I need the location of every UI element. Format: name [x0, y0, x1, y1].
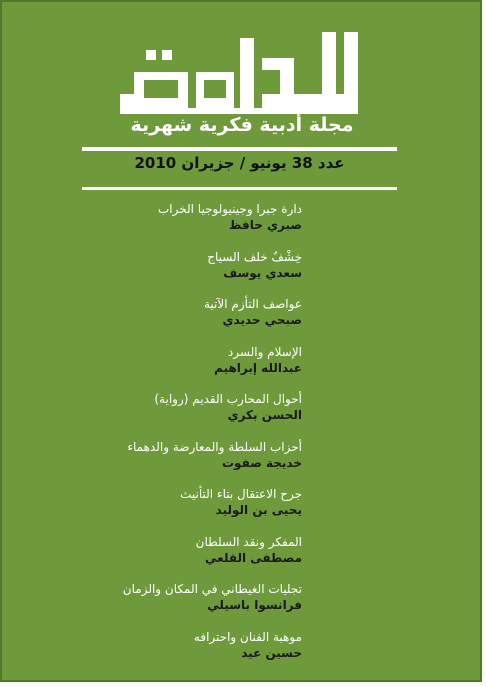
- toc-item[interactable]: [62, 581, 302, 629]
- article-author: مصطفى القلعي: [205, 550, 302, 565]
- bottom-rule: [82, 187, 397, 190]
- toc-item[interactable]: [62, 629, 302, 677]
- toc-item[interactable]: [62, 534, 302, 582]
- article-title: موهبة الفنان واحترافه: [193, 629, 302, 644]
- article-title: الإسلام والسرد: [227, 344, 302, 359]
- issue-line: عدد 38 يونيو / جزيران 2010: [134, 154, 345, 172]
- article-author: عبدالله إبراهيم: [214, 360, 302, 375]
- toc-item[interactable]: [62, 486, 302, 534]
- masthead-logo: [112, 24, 372, 124]
- article-author: فرانسوا باسيلي: [207, 598, 302, 612]
- article-author: خديجة صفوت: [221, 455, 302, 470]
- article-author: سعدي يوسف: [223, 265, 302, 280]
- article-author: صبحي حديدي: [222, 313, 302, 327]
- top-rule: [82, 147, 397, 151]
- article-author: حسين عيد: [241, 645, 302, 660]
- toc-item[interactable]: [62, 439, 302, 487]
- article-title: جرح الاعتقال بتاء التأنيث: [180, 487, 302, 501]
- article-title: أحزاب السلطة والمعارضة والدهماء: [127, 439, 302, 454]
- article-title: أحوال المحارب القديم (رواية): [154, 392, 302, 406]
- article-title: خِشْفٌ خلف السياج: [207, 249, 302, 264]
- toc-item[interactable]: [62, 201, 302, 249]
- article-title: عواصف التأزم الآتية: [204, 297, 302, 311]
- logo-mark: [112, 24, 372, 124]
- toc-item[interactable]: [62, 296, 302, 344]
- article-title: تجليات الغيطاني في المكان والزمان: [122, 582, 302, 596]
- article-author: الحسن بكري: [227, 408, 302, 422]
- article-title: دارة جبرا وجينيولوجيا الخراب: [157, 202, 302, 216]
- article-author: يحيى بن الوليد: [215, 503, 302, 517]
- toc-item[interactable]: [62, 344, 302, 392]
- article-title: المفكر ونقد السلطان: [195, 534, 302, 549]
- magazine-tagline: مجلة أدبية فكرية شهرية: [130, 114, 354, 136]
- table-of-contents: [62, 201, 302, 676]
- article-author: صبري حافظ: [229, 218, 302, 232]
- toc-item[interactable]: [62, 391, 302, 439]
- toc-item[interactable]: [62, 249, 302, 297]
